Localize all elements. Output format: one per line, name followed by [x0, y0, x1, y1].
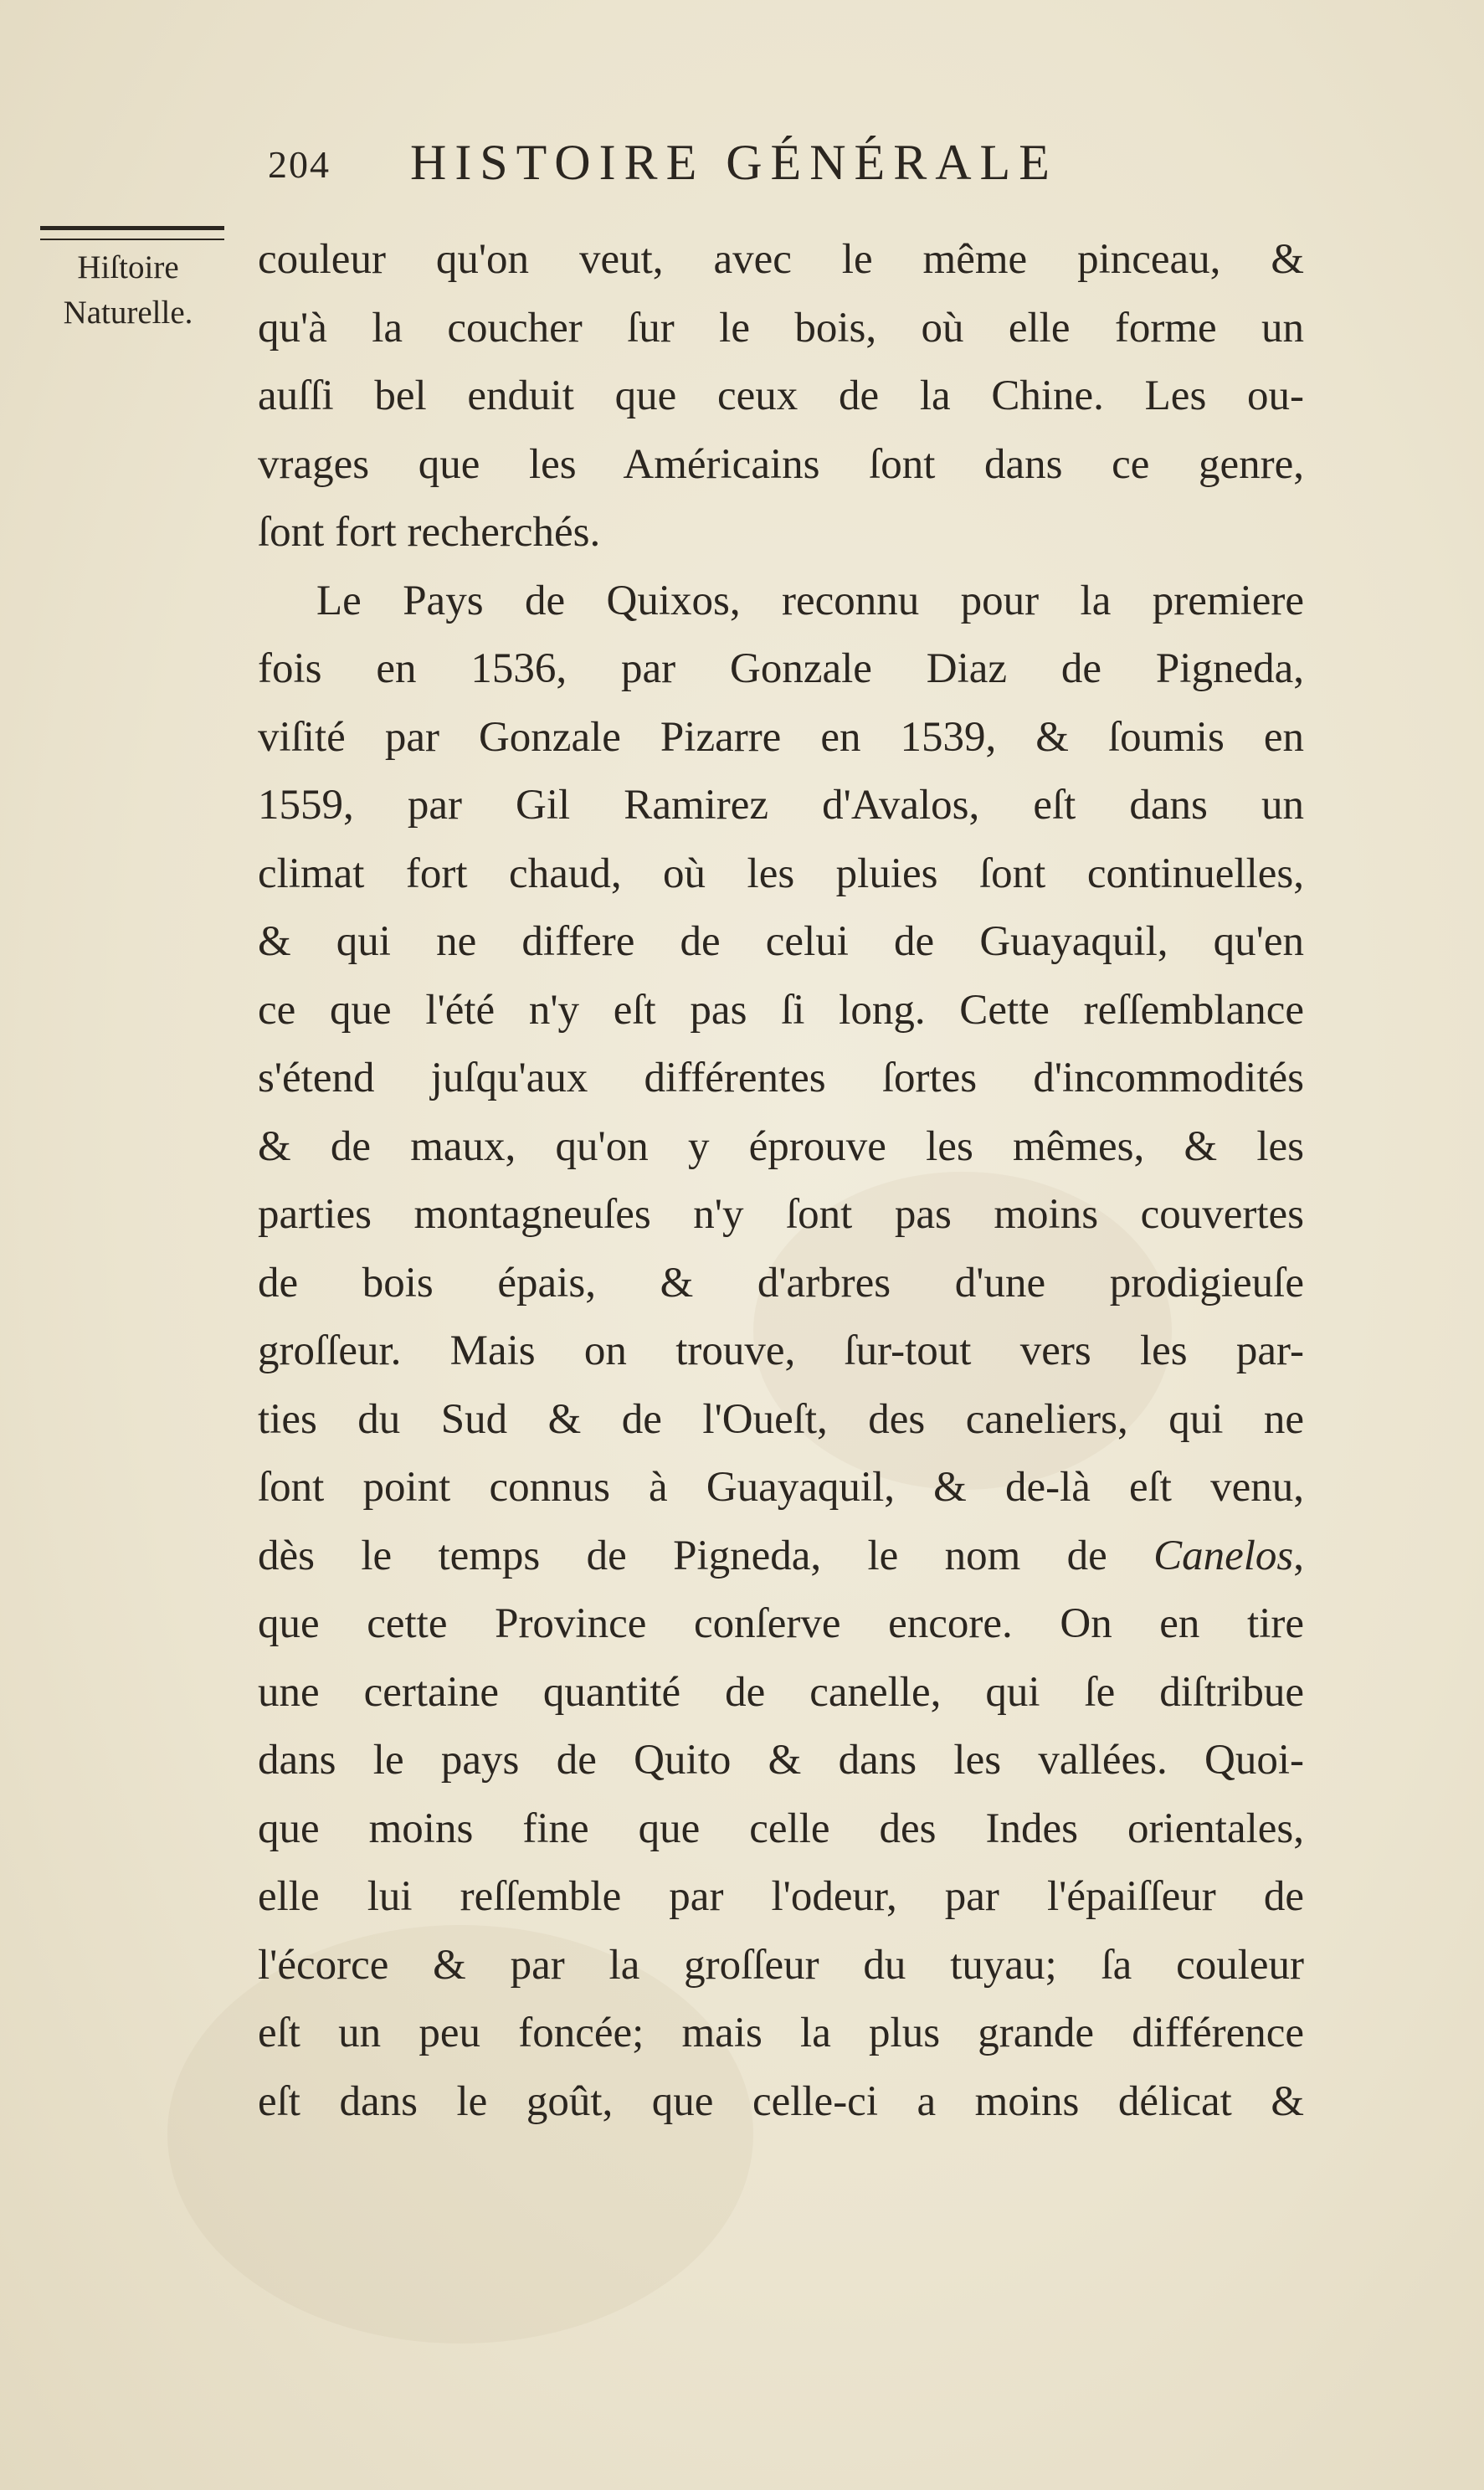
- text-segment: dès le temps de Pigneda, le nom de: [258, 1532, 1107, 1579]
- text-line: de bois épais, & d'arbres d'une prodigieuſe: [258, 1259, 1304, 1307]
- text-line: fois en 1536, par Gonzale Diaz de Pigneda,: [258, 645, 1304, 692]
- text-line: que cette Province conſerve encore. On en tire: [258, 1600, 1304, 1647]
- text-line: climat fort chaud, où les pluies ſont continuelles,: [258, 850, 1304, 897]
- text-line: viſité par Gonzale Pizarre en 1539, & ſoumis en: [258, 713, 1304, 761]
- text-line: groſſeur. Mais on trouve, ſur-tout vers les par-: [258, 1327, 1304, 1374]
- text-line: que moins fine que celle des Indes orientales,: [258, 1805, 1304, 1852]
- text-line: couleur qu'on veut, avec le même pinceau, &: [258, 236, 1304, 283]
- text-line: 1559, par Gil Ramirez d'Avalos, eſt dans un: [258, 782, 1304, 829]
- text-line: Le Pays de Quixos, reconnu pour la premiere: [316, 577, 1304, 624]
- text-line: ties du Sud & de l'Oueſt, des caneliers, qui ne: [258, 1395, 1304, 1443]
- text-line: ſont fort recherchés.: [258, 509, 601, 556]
- running-title: HISTOIRE GÉNÉRALE: [410, 135, 1058, 190]
- text-line: ce que l'été n'y eſt pas ſi long. Cette reſſemblance: [258, 986, 1304, 1034]
- text-line: & qui ne differe de celui de Guayaquil, qu'en: [258, 918, 1304, 965]
- text-line: elle lui reſſemble par l'odeur, par l'épaiſſeur de: [258, 1873, 1304, 1920]
- text-line: s'étend juſqu'aux différentes ſortes d'incommodités: [258, 1055, 1304, 1101]
- body-text: [258, 226, 1304, 2136]
- text-line: une certaine quantité de canelle, qui ſe diſtribue: [258, 1668, 1304, 1716]
- text-line-with-italic: [258, 1522, 1304, 1591]
- margin-note: [32, 226, 224, 336]
- margin-note-line-2: Naturelle.: [63, 295, 193, 331]
- italic-word-canelos: Canelos: [1153, 1532, 1294, 1579]
- text-line: ſont point connus à Guayaquil, & de-là eſt venu,: [258, 1464, 1304, 1511]
- text-line: parties montagneuſes n'y ſont pas moins couvertes: [258, 1191, 1304, 1238]
- text-segment: ,: [1293, 1532, 1305, 1579]
- text-line: auſſi bel enduit que ceux de la Chine. Les ou-: [258, 372, 1304, 419]
- text-line: & de maux, qu'on y éprouve les mêmes, & les: [258, 1122, 1304, 1170]
- text-line: dans le pays de Quito & dans les vallées. Quoi-: [258, 1737, 1304, 1784]
- text-line: eſt dans le goût, que celle-ci a moins délicat &: [258, 2077, 1304, 2125]
- margin-note-line-1: Hiſtoire: [77, 249, 179, 285]
- page-header: [268, 134, 1255, 193]
- text-line: qu'à la coucher ſur le bois, où elle forme un: [258, 304, 1304, 352]
- margin-rule: [40, 226, 224, 240]
- text-line: eſt un peu foncée; mais la plus grande différence: [258, 2010, 1304, 2056]
- page-number: 204: [268, 143, 331, 186]
- text-line: vrages que les Américains ſont dans ce genre,: [258, 440, 1304, 488]
- text-line: l'écorce & par la groſſeur du tuyau; ſa couleur: [258, 1941, 1304, 1989]
